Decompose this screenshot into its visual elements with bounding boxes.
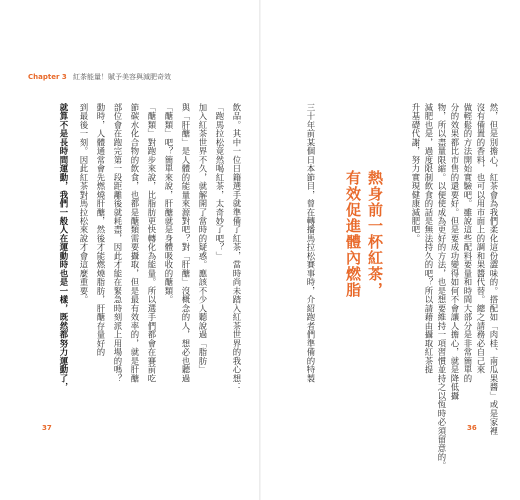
left-page-column-10: 到最後一刻。因此紅茶對馬拉松來說才會這麼重要。 (79, 103, 89, 305)
right-page-column-4: 分的效果都比市售的還要好。但是要成功變得如何不會讓人擔心，就是降低攝 (450, 103, 460, 401)
running-head-title: 紅茶能量！賦予美容與減肥奇效 (72, 73, 171, 81)
right-page-column-2: 沒有備置的香料，也可以用市面上的調和果醬代替。總之請務必自己來 (476, 103, 486, 374)
right-page-column-7: 升基礎代謝，努力實現健康減肥吧。 (411, 103, 421, 243)
left-page-column-8: 部位會在跑完第一段距離後就耗盡，因此才能在緊急時刻派上用場的嗎？ (113, 103, 123, 383)
left-page-column-2: 「跑馬拉松竟然喝紅茶，太奇妙了吧？」 (215, 103, 225, 261)
left-page-column-9: 動時，人體通常會先燃燒肝醣，然後才能燃燒脂肪，肝醣存量好的 (96, 103, 106, 357)
right-page-column-11: 三十年前某個日本節目，曾在轉播馬拉松賽事時，介紹跑者們準備的特製 (306, 103, 316, 383)
book-gutter (259, 0, 261, 500)
running-head-chapter: Chapter 3 (28, 73, 67, 81)
headline-line-1: 熱身前一杯紅茶， (366, 170, 384, 298)
left-page-column-3: 加入紅茶世界不久，就解開了當時的疑惑。應該不少人聽說過「脂肪」 (198, 103, 208, 374)
running-head (28, 72, 171, 82)
left-page-column-1: 飲品。其中一位日籍選手就準備了紅茶，當時尚未踏入紅茶世界的我心想： (232, 103, 242, 392)
headline-line-2: 有效促進體內燃脂 (344, 170, 362, 298)
right-page-column-6: 減肥也是，過度限制飲食的話是無法持久的吧？所以請藉由攝取紅茶提 (424, 103, 434, 374)
left-page-column-6: 「醣類」對跑步來說，比脂肪更快轉化為能量。所以選手們都會在賽前吃 (147, 103, 157, 383)
right-page-column-5: 物，所以盡量限縮。以便使成為更好的方法，也是想要維持一項習慣並持之以恆時必須留意的。 (437, 103, 447, 471)
page-number-left: 37 (42, 424, 52, 432)
page-number-right: 36 (467, 424, 477, 432)
left-page-column-4: 與「肝醣」是人體的能量來源對吧？對「肝醣」沒概念的人，想必也聽過 (181, 103, 191, 383)
left-page-column-5: 「醣類」吧？簡單來說，肝醣就是身體吸收的醣類。 (164, 103, 174, 305)
left-page-column-11: 就算不是長時間運動，我們一般人在運動時也是一樣，既然都努力運動了， (59, 103, 69, 392)
right-page-column-3: 做輕鬆的方法開始實驗吧。雖說這些配料要量和時間大部分是非常簡單的 (463, 103, 473, 383)
right-page-column-1: 然，但是別擔心，紅茶會為我們柔化這份澀味的。搭配如「肉桂、南瓜果醬」或是家裡 (489, 103, 499, 436)
left-page-column-7: 節碳水化合物的飲食，也都是醣類需要攝取，但是最有效率的，就是肝醣 (130, 103, 140, 383)
